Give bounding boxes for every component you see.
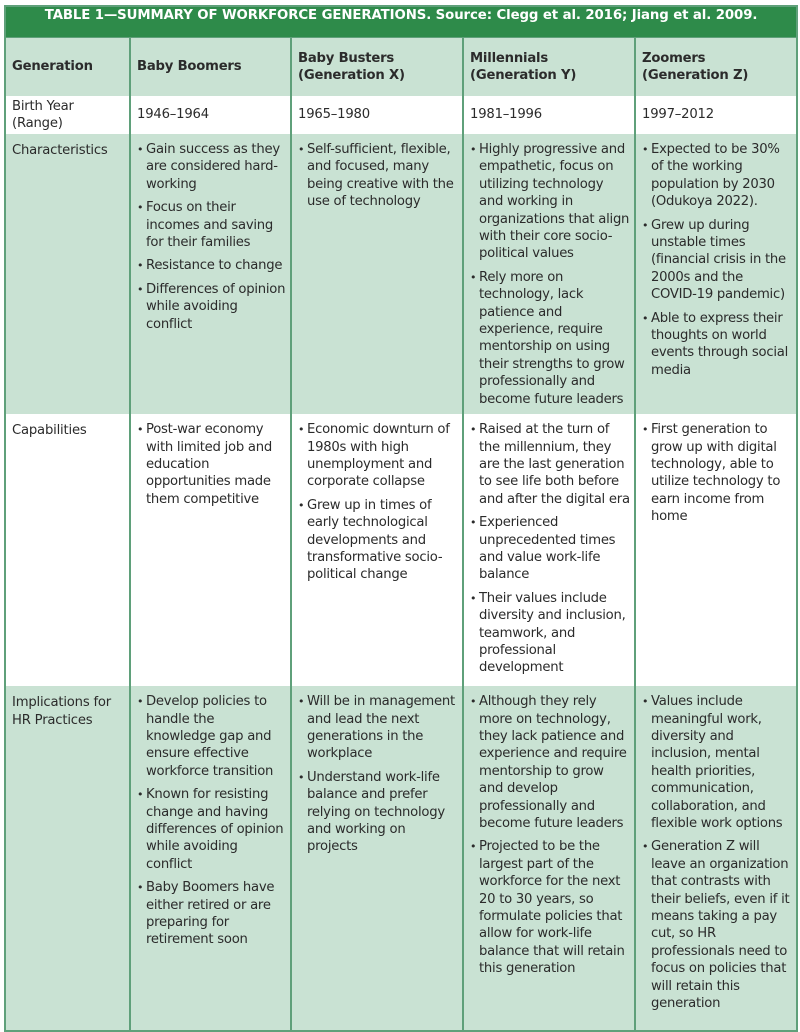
row-label-birth-year: Birth Year (Range)	[5, 96, 130, 134]
bullet-icon: •	[642, 423, 649, 437]
list-item	[470, 421, 630, 508]
header-generation-x: Baby Busters (Generation X)	[291, 38, 463, 97]
list-item-text: Expected to be 30% of the working population by 2030 (Odukoya 2022).	[651, 142, 780, 210]
bullet-icon: •	[298, 143, 305, 156]
list-item	[470, 269, 630, 408]
list-item	[470, 838, 630, 977]
list-item-text: Values include meaningful work, diversity and inclusion, mental health priorities, communication, collaboration, and flexible work options	[651, 694, 783, 831]
bullet-icon: •	[137, 423, 144, 437]
row-label-capabilities: Capabilities	[5, 414, 130, 686]
bullet-icon: •	[137, 143, 144, 156]
list-item	[470, 141, 630, 263]
table-header-row	[5, 38, 797, 97]
list-item-text: Projected to be the largest part of the workforce for the next 20 to 30 years, so formulate policies that allow for work-life balance that will retain this generation	[479, 839, 625, 977]
bullet-icon: •	[298, 498, 305, 512]
list-item	[470, 514, 630, 584]
row-label-hr-implications: Implications for HR Practices	[5, 686, 130, 1031]
bullet-icon: •	[642, 695, 649, 709]
list-item-text: Resistance to change	[146, 258, 283, 274]
characteristics-generation-z	[635, 134, 797, 414]
list-item-text: Able to express their thoughts on world events through social media	[651, 310, 788, 378]
bullet-icon: •	[137, 695, 144, 709]
capabilities-generation-y	[463, 414, 635, 686]
table-row-birth-year	[5, 96, 797, 134]
list-item-text: Grew up in times of early technological developments and transformative socio-political change	[307, 497, 443, 583]
bullet-icon: •	[137, 881, 144, 895]
list-item-text: Baby Boomers have either retired or are preparing for retirement soon	[146, 880, 275, 948]
header-generation: Generation	[5, 38, 130, 97]
list-item-text: Although they rely more on technology, they lack patience and experience and require mentorship to grow and develop professionally and become future leaders	[479, 694, 627, 831]
bullet-icon: •	[642, 311, 649, 325]
list-item-text: Focus on their incomes and saving for their families	[146, 200, 274, 251]
bullet-icon: •	[642, 218, 649, 232]
list-item	[298, 769, 458, 856]
bullet-list	[292, 686, 462, 856]
capabilities-generation-z	[635, 414, 797, 686]
list-item-text: Gain success as they are considered hard-working	[146, 142, 280, 192]
characteristics-generation-x	[291, 134, 463, 414]
birth-year-generation-x: 1965–1980	[291, 96, 463, 134]
bullet-icon: •	[642, 143, 649, 156]
birth-year-generation-y: 1981–1996	[463, 96, 635, 134]
bullet-list	[464, 134, 634, 408]
characteristics-baby-boomers	[130, 134, 291, 414]
implications-generation-x	[291, 686, 463, 1031]
list-item	[137, 141, 286, 193]
list-item-text: Post-war economy with limited job and education opportunities made them competitive	[146, 422, 272, 507]
bullet-icon: •	[470, 695, 477, 709]
bullet-list	[131, 134, 290, 333]
list-item	[137, 199, 286, 251]
bullet-icon: •	[642, 840, 649, 854]
capabilities-generation-x	[291, 414, 463, 686]
bullet-list	[131, 414, 290, 508]
capabilities-baby-boomers	[130, 414, 291, 686]
table-title-row	[5, 6, 797, 38]
bullet-list	[464, 414, 634, 677]
table-title: TABLE 1—SUMMARY OF WORKFORCE GENERATIONS. Source: Clegg et al. 2016; Jiang et al. 2009.	[5, 6, 797, 38]
list-item	[137, 281, 286, 333]
bullet-icon: •	[470, 423, 477, 437]
bullet-list	[464, 686, 634, 978]
list-item	[642, 693, 792, 832]
header-baby-boomers: Baby Boomers	[130, 38, 291, 97]
bullet-icon: •	[137, 201, 144, 215]
list-item	[642, 421, 792, 525]
list-item-text: Economic downturn of 1980s with high unemployment and corporate collapse	[307, 422, 450, 490]
bullet-icon: •	[137, 259, 144, 273]
bullet-list	[636, 414, 796, 525]
list-item-text: Rely more on technology, lack patience and experience, require mentorship on using their strengths to grow professionally and become future leaders	[479, 269, 625, 407]
bullet-list	[292, 414, 462, 584]
list-item	[470, 693, 630, 832]
bullet-icon: •	[470, 270, 477, 284]
bullet-icon: •	[298, 695, 305, 709]
implications-generation-y	[463, 686, 635, 1031]
row-label-characteristics: Characteristics	[5, 134, 130, 414]
list-item	[298, 141, 458, 211]
list-item-text: Grew up during unstable times (financial crisis in the 2000s and the COVID-19 pandemic)	[651, 217, 786, 303]
list-item-text: Will be in management and lead the next generations in the workplace	[307, 694, 455, 762]
header-generation-z: Zoomers (Generation Z)	[635, 38, 797, 97]
table-row-characteristics	[5, 134, 797, 414]
bullet-icon: •	[137, 282, 144, 296]
bullet-list	[131, 686, 290, 949]
implications-generation-z	[635, 686, 797, 1031]
bullet-icon: •	[470, 840, 477, 854]
bullet-icon: •	[470, 591, 477, 605]
list-item	[137, 786, 286, 873]
bullet-list	[292, 134, 462, 211]
workforce-generations-table	[4, 5, 798, 1032]
birth-year-baby-boomers: 1946–1964	[130, 96, 291, 134]
bullet-list	[636, 686, 796, 1012]
characteristics-generation-y	[463, 134, 635, 414]
list-item-text: Raised at the turn of the millennium, they are the last generation to see life both before and after the digital era	[479, 422, 630, 507]
table-row-hr-implications	[5, 686, 797, 1031]
list-item-text: Known for resisting change and having differences of opinion while avoiding conflict	[146, 787, 284, 872]
list-item	[642, 217, 792, 304]
list-item	[642, 310, 792, 380]
list-item	[642, 141, 792, 211]
list-item-text: First generation to grow up with digital technology, able to utilize technology to earn income from home	[651, 422, 781, 525]
list-item-text: Highly progressive and empathetic, focus on utilizing technology and working in organizations that align with their core socio-political values	[479, 142, 630, 262]
table-row-capabilities	[5, 414, 797, 686]
list-item	[298, 497, 458, 584]
list-item-text: Develop policies to handle the knowledge gap and ensure effective workforce transition	[146, 694, 274, 779]
bullet-icon: •	[470, 516, 477, 530]
list-item	[137, 257, 286, 274]
birth-year-generation-z: 1997–2012	[635, 96, 797, 134]
list-item-text: Their values include diversity and inclusion, teamwork, and professional development	[479, 590, 626, 676]
bullet-icon: •	[298, 423, 305, 437]
list-item	[137, 693, 286, 780]
bullet-icon: •	[470, 143, 477, 156]
bullet-icon: •	[298, 770, 305, 784]
implications-baby-boomers	[130, 686, 291, 1031]
list-item-text: Differences of opinion while avoiding conflict	[146, 281, 286, 332]
list-item	[470, 590, 630, 677]
bullet-icon: •	[137, 788, 144, 802]
list-item	[298, 693, 458, 763]
list-item	[298, 421, 458, 491]
list-item	[137, 421, 286, 508]
workforce-generations-table-container	[4, 5, 796, 1032]
list-item-text: Experienced unprecedented times and value work-life balance	[479, 515, 616, 583]
list-item-text: Self-sufficient, flexible, and focused, many being creative with the use of technology	[307, 142, 454, 210]
header-generation-y: Millennials (Generation Y)	[463, 38, 635, 97]
list-item-text: Understand work-life balance and prefer relying on technology and working on projects	[307, 769, 445, 855]
list-item	[642, 838, 792, 1012]
list-item-text: Generation Z will leave an organization that contrasts with their beliefs, even if it means taking a pay cut, so HR professionals need to focus on policies that will retain this generation	[651, 839, 790, 1011]
list-item	[137, 879, 286, 949]
bullet-list	[636, 134, 796, 379]
